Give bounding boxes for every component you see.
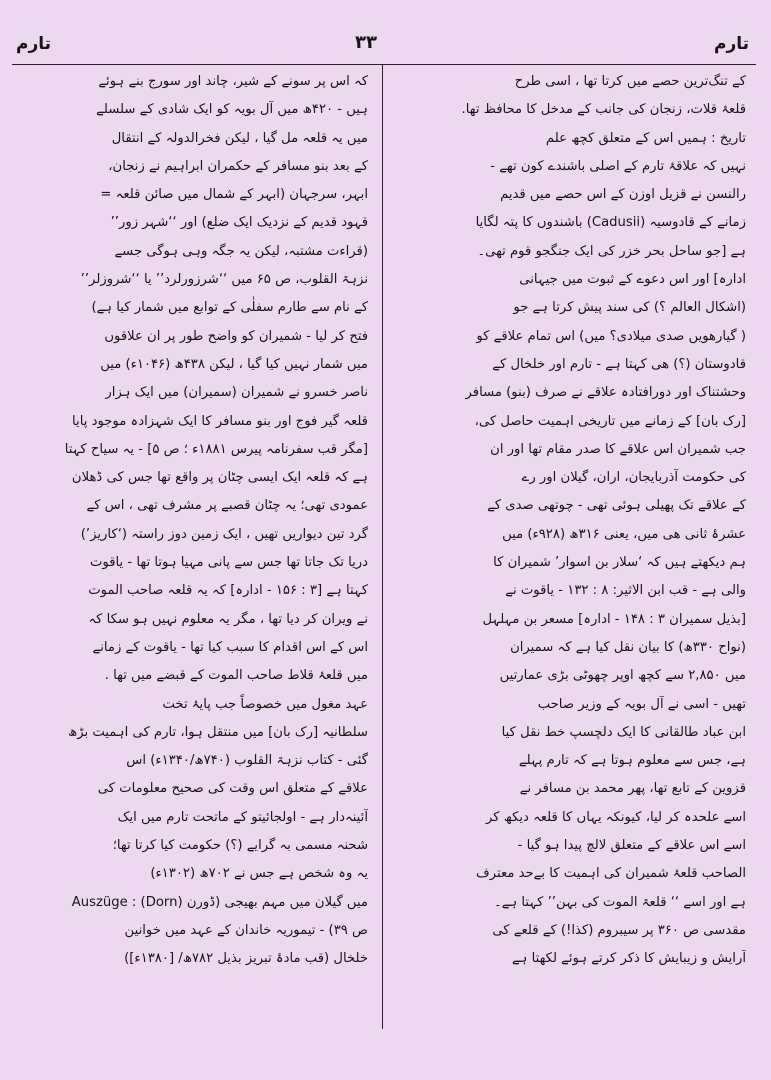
text-line: ہے، جس سے معلوم ہوتا ہے کہ تارم پہلے <box>518 753 746 769</box>
text-line: کے علاقے تک پھیلی ہوئی تھی - چوتھی صدی کے <box>487 498 746 514</box>
text-line: اس کے اس اقدام کا سبب کیا تھا - یاقوت کے زمانے <box>92 639 368 655</box>
running-head-left: تارم <box>16 34 52 54</box>
text-line: مقدسی ص ۳۶۰ پر سیبروم (کذا!) کے قلعے کی <box>492 922 746 938</box>
text-line: کے تنگ‌ترین حصے میں کرتا تھا ، اسی طرح <box>514 74 746 89</box>
text-line: آئینہ‌دار ہے - اولجائیتو کے ماتحت تارم میں ایک <box>117 809 368 825</box>
column-divider <box>382 64 383 1029</box>
text-line: ہے کہ قلعہ ایک ایسی چٹان پر واقع تھا جس کی ڈھلان <box>71 470 368 486</box>
text-line: قلعہ گیر فوج اور بنو مسافر کا ایک شہزادہ موجود پایا <box>72 413 368 429</box>
text-line: ابہر، سرجہان (ابہر کے شمال میں صائن قلعہ = <box>100 187 368 203</box>
text-line: رالنسن نے قزیل اوزن کے اس حصے میں قدیم <box>500 187 746 203</box>
text-line: دریا تک جاتا تھا جس سے پانی مہیا ہوتا تھا - یاقوت <box>90 555 368 571</box>
text-line: تھیں - اسی نے آل بویہ کے وزیر صاحب <box>537 696 746 712</box>
right-text-column <box>398 68 746 974</box>
text-line: [رک بان] کے زمانے میں تاریخی اہمیت حاصل کی، <box>474 413 746 429</box>
text-line: میں ۲,۸۵۰ سے کچھ اوپر چھوٹی بڑی عمارتیں <box>499 668 746 684</box>
text-line: نزہۃ القلوب، ص ۶۵ میں ‘‘شرزورلرد’’ یا ‘‘شروزلر’’ <box>80 272 368 288</box>
text-line: ہے [جو ساحل بحر خزر کی ایک جنگجو قوم تھی۔ <box>477 243 746 259</box>
text-line: خلخال (قب مادۂ تبریز بذیل ۷۸۲ھ/ [۱۳۸۰ء]) <box>124 951 368 967</box>
text-line: ہے اور اسے ‘‘ قلعۃ الموت کی بہن’’ کہتا ہے۔ <box>494 894 746 910</box>
text-line: قلعۂ قلات، زنجان کی جانب کے مدخل کا محافظ تھا. <box>461 102 746 118</box>
running-head-right: تارم <box>713 34 749 54</box>
text-line: (اشکال العالم ؟) کی سند پیش کرتا ہے جو <box>513 300 746 316</box>
text-line: ( گیارھویں صدی میلادی؟ میں) اس تمام علاقے کو <box>476 328 746 344</box>
text-line: ص ۳۹) - تیموریہ خاندان کے عہد میں خوانین <box>124 922 368 938</box>
header-rule <box>12 64 756 65</box>
text-line: کہ اس پر سونے کے شیر، چاند اور سورج بنے ہوئے <box>98 74 368 89</box>
text-line: قہود قدیم کے نزدیک ایک ضلع) اور ‘‘شہر زور’’ <box>110 215 368 231</box>
text-line: عشرۂ ثانی ھی میں، یعنی ۳۱۶ھ (۹۲۸ء) میں <box>502 526 746 542</box>
text-line: کہتا ہے [۳ : ۱۵۶ - ادارہ] کہ یہ قلعہ صاحب الموت <box>88 583 368 599</box>
text-line: کے نام سے طارم سفلٰی کے توابع میں شمار کیا ہے) <box>91 300 368 316</box>
text-line: آرایش و زیبایش کا ذکر کرتے ہوئے لکھتا ہے <box>511 951 746 967</box>
text-line: (نواح ۳۳۰ھ) کا بیان نقل کیا ہے کہ سمیران <box>510 639 746 655</box>
text-line: نہیں کہ علاقۂ تارم کے اصلی باشندے کون تھے - <box>490 158 746 174</box>
text-line: تاریخ : ہمیں اس کے متعلق کچھ علم <box>545 130 746 146</box>
text-line: میں شمار نہیں کیا گیا ، لیکن ۴۳۸ھ (۱۰۴۶ء) میں <box>100 356 368 372</box>
text-line: فتح کر لیا - شمیران کو واضح طور پر ان علاقوں <box>104 328 368 344</box>
text-line: وحشتناک اور دورافتادہ علاقے نے صرف (بنو) مسافر <box>465 385 746 401</box>
text-line: ہم دیکھتے ہیں کہ ‘سلار بن اسوار’ شمیران کا <box>493 555 746 571</box>
text-line: (قراءت مشتبہ، لیکن یہ جگہ وہی ہوگی جسے <box>114 243 368 259</box>
text-line: کے بعد بنو مسافر کے حکمران ابراہیم نے زنجان، <box>108 158 368 174</box>
text-line: زمانے کے قادوسیہ (Cadusii) باشندوں کا پتہ لگایا <box>475 215 746 231</box>
text-line: قزوین کے تابع تھا، پھر محمد بن مسافر نے <box>519 781 746 797</box>
text-line: سلطانیہ [رک بان] میں منتقل ہوا، تارم کی اہمیت بڑھ <box>67 724 368 740</box>
text-line: الصاحب قلعۂ شمیران کی اہمیت کا بےحد معترف <box>476 866 746 882</box>
text-line: ناصر خسرو نے شمیران (سمیران) میں ایک ہزار <box>105 385 368 401</box>
text-line: میں قلعۂ قلاط صاحب الموت کے قبضے میں تھا . <box>104 668 368 684</box>
text-line: یہ وہ شخص ہے جس نے ۷۰۲ھ (۱۳۰۲ء) <box>150 866 368 882</box>
text-line: عمودی تھی؛ یہ چٹان قصبے پر مشرف تھی ، اس کے <box>86 498 368 514</box>
text-line: ہیں - ۴۲۰ھ میں آل بویہ کو ایک شادی کے سلسلے <box>96 102 368 118</box>
text-line: اسے علحدہ کر لیا، کیونکہ یہاں کا قلعہ دیکھ کر <box>485 809 746 825</box>
text-line: گئی - کتاب نزہۃ القلوب (۷۴۰ھ/۱۳۴۰ء) اس <box>126 753 368 769</box>
page-number: ۳۳ <box>355 32 377 53</box>
text-line: عہد مغول میں خصوصاً جب پایۂ تخت <box>162 696 368 712</box>
text-line: ابن عباد طالقانی کا ایک دلچسپ خط نقل کیا <box>501 724 746 740</box>
text-line: شحنہ مسمی بہ گرایے (؟) حکومت کیا کرتا تھا؛ <box>112 838 368 854</box>
text-line: علاقے کے متعلق اس وقت کی صحیح معلومات کی <box>97 781 368 797</box>
text-line: اسے اس علاقے کے متعلق لالچ پیدا ہو گیا - <box>517 838 746 854</box>
text-line: گرد تین دیواریں تھیں ، ایک زمین دوز راستہ (‘کاریز’) <box>80 526 368 542</box>
text-line: نے ویران کر دیا تھا ، مگر یہ معلوم نہیں ہو سکا کہ <box>88 611 368 627</box>
text-line: ادارہ] اور اس دعوے کے ثبوت میں جیہانی <box>519 272 746 288</box>
text-line: [بذیل سمیران ۳ : ۱۴۸ - ادارہ] مسعر بن مہلہل <box>482 611 746 627</box>
text-line: جب شمیران اس علاقے کا صدر مقام تھا اور ان <box>490 441 746 457</box>
text-line: [مگر قب سفرنامہ پیرس ۱۸۸۱ء ؛ ص ۵] - یہ سیاح کہتا <box>64 441 368 457</box>
text-line: میں یہ قلعہ مل گیا ، لیکن فخرالدولہ کے انتقال <box>111 130 368 146</box>
left-text-column <box>20 68 368 974</box>
text-line: میں گیلان میں مہم بھیجی (ڈورن Auszüge : (Dorn) <box>71 894 368 910</box>
text-line: کی حکومت آذربایجان، اران، گیلان اور رے <box>521 470 746 486</box>
text-line: والی ہے - قب ابن الاثیر: ۸ : ۱۳۲ - یاقوت نے <box>505 583 746 599</box>
text-line: قادوستان (؟) ھی کہتا ہے - تارم اور خلخال کے <box>492 356 746 372</box>
